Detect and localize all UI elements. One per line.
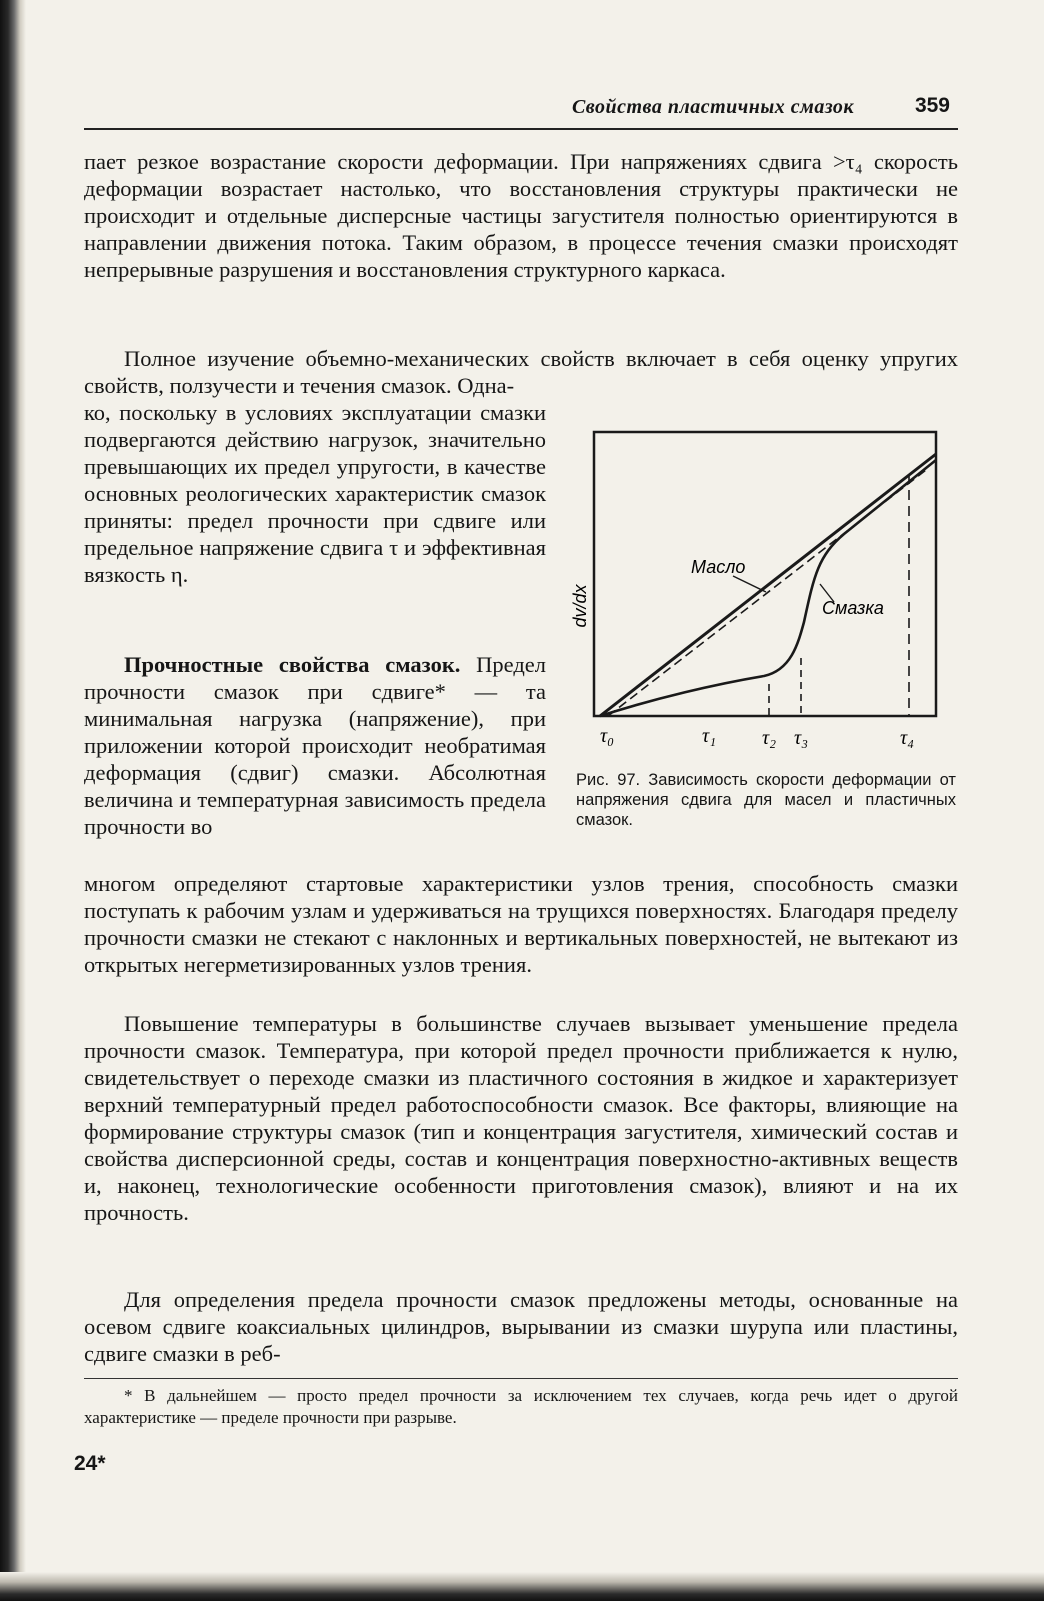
paragraph-3-continued: многом определяют стартовые характеристики узлов трения, способность смазки поступать к рабочим узлам и удерживаться на трущихся поверхностях. Благодаря пределу прочности смазки не стекают с наклонных и вертикальных поверхностей, не вытекают из открытых негерметизированных узлов трения. (84, 871, 958, 977)
paragraph-2-intro: Полное изучение объемно-механических свойств включает в себя оценку упругих свойств, ползучести и течения смазок. Одна- (84, 346, 958, 398)
paragraph-3-body: Предел прочности смазок при сдвиге* — та минимальная нагрузка (напряжение), при приложении которой происходит необратимая деформация (сдвиг) смазки. Абсолютная величина и температурная зависимость предела прочности во (84, 652, 546, 839)
page-bottom-shadow (0, 1572, 1044, 1601)
tick-tau4: τ₄ (900, 727, 915, 749)
grease-label: Смазка (822, 598, 884, 618)
paragraph-5: Для определения предела прочности смазок предложены методы, основанные на осевом сдвиге коаксиальных цилиндров, вырывании из смазки шурупа или пластины, сдвиге смазки в реб- (84, 1287, 958, 1366)
page-number: 359 (914, 94, 950, 117)
oil-label: Масло (691, 557, 746, 577)
paragraph-3-wrap (84, 651, 546, 840)
paragraph-4: Повышение температуры в большинстве случаев вызывает уменьшение предела прочности смазок. Температура, при которой предел прочности приближается к нулю, свидетельствует о переходе смазки из пластичного состояния в жидкое и характеризует верхний температурный предел работоспособности смазок. Все факторы, влияющие на формирование структуры смазок (тип и концентрация загустителя, химический состав и свойства дисперсионной среды, состав и концентрация поверхностно-активных веществ и, наконец, технологические особенности приготовления смазок), влияют и на их прочность. (84, 1011, 958, 1225)
y-axis-label: dv/dx (570, 584, 590, 628)
printer-signature: 24* (74, 1452, 106, 1475)
tick-tau1: τ₁ (702, 725, 717, 747)
figure-97-plot (570, 426, 960, 766)
book-spine-shadow (0, 0, 26, 1601)
tick-tau0: τ₀ (600, 725, 615, 747)
oil-label-leader (733, 576, 766, 592)
tick-tau2: τ₂ (762, 727, 777, 749)
paragraph-2-wrap: ко, поскольку в условиях эксплуатации смазки подвергаются действию нагрузок, значительно превышающих их предел упругости, в качестве основных реологических характеристик смазок приняты: предел прочности при сдвиге или предельное напряжение сдвига τ и эффективная вязкость η. (84, 400, 546, 587)
oil-curve (600, 454, 936, 716)
section-heading: Прочностные свойства смазок. (124, 652, 461, 677)
footnote-text: * В дальнейшем — просто предел прочности за исключением тех случаев, когда речь идет о другой характеристике — пределе прочности при разрыве. (84, 1386, 958, 1427)
figure-caption: Рис. 97. Зависимость скорости деформации от напряжения сдвига для масел и пластичных смазок. (576, 771, 956, 829)
tick-tau3: τ₃ (794, 727, 809, 749)
footnote (84, 1378, 958, 1429)
paragraph-1: пает резкое возрастание скорости деформации. При напряжениях сдвига >τ₄ скорость деформации возрастает настолько, что восстановления структуры практически не происходит и отдельные дисперсные частицы загустителя полностью ориентируются в направлении движения потока. Таким образом, в процессе течения смазки происходят непрерывные разрушения и восстановления структурного каркаса. (84, 149, 958, 282)
running-title: Свойства пластичных смазок (571, 96, 854, 118)
plot-frame (594, 432, 936, 716)
page-header (84, 94, 958, 130)
